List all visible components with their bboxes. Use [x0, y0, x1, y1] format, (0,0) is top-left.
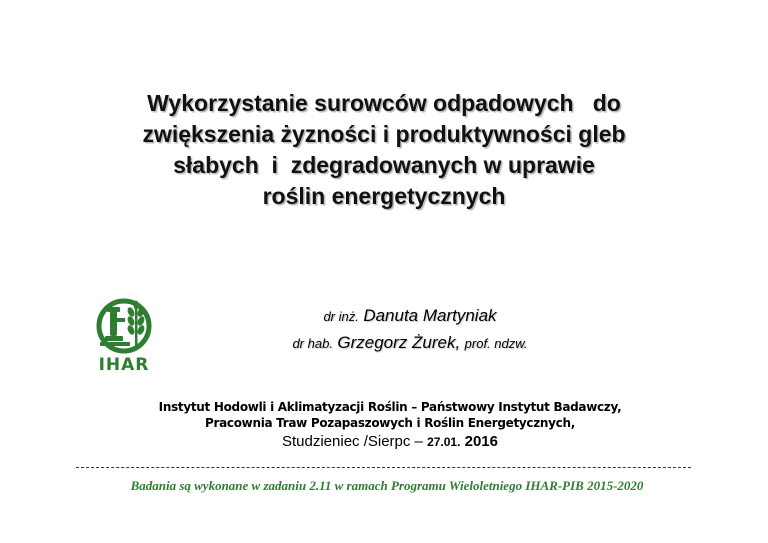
presentation-title: [40, 88, 728, 212]
divider: [76, 467, 691, 468]
institution-block: [90, 399, 690, 431]
logo-text: IHAR: [98, 355, 150, 373]
footer-note: Badania są wykonane w zadaniu 2.11 w ramach Programu Wieloletniego IHAR-PIB 2015-2020: [130, 478, 644, 493]
title-line-2: zwiększenia żyzności i produktywności gleb: [142, 121, 626, 147]
author-2-title: dr hab.: [292, 336, 333, 351]
title-line-4: roślin energetycznych: [262, 183, 506, 209]
event-place: Studzieniec /Sierpc –: [281, 433, 423, 450]
event-info: [140, 433, 640, 451]
author-2-name: Grzegorz Żurek,: [337, 333, 461, 352]
author-1-title: dr inż.: [323, 309, 359, 324]
event-date: 27.01.: [427, 435, 461, 449]
institution-line-1: Instytut Hodowli i Aklimatyzacji Roślin – Państwowy Instytut Badawczy,: [158, 400, 622, 414]
author-2-suffix: prof. ndzw.: [464, 336, 528, 351]
authors-block: [220, 303, 600, 357]
title-line-3: słabych i zdegradowanych w uprawie: [173, 152, 595, 178]
author-1-name: Danuta Martyniak: [363, 306, 497, 325]
event-year: 2016: [464, 433, 498, 450]
author-2: [220, 330, 600, 357]
institution-line-2: Pracownia Traw Pozapaszowych i Roślin Energetycznych,: [205, 416, 575, 430]
title-line-1: Wykorzystanie surowców odpadowych do: [147, 90, 621, 116]
author-1: [220, 303, 600, 330]
ihar-logo-icon: [80, 298, 170, 373]
